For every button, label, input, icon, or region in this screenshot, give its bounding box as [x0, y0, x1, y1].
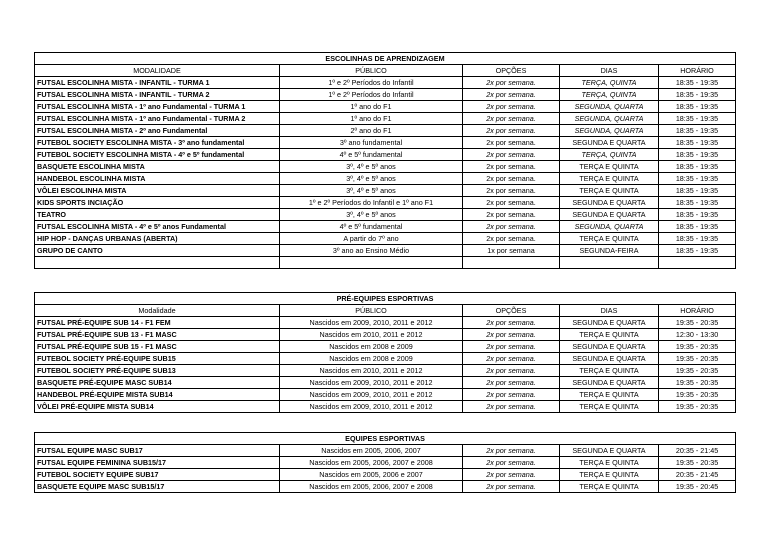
cell-publico: 4º e 5º fundamental [280, 221, 463, 233]
cell-modalidade: HANDEBOL PRÉ-EQUIPE MISTA SUB14 [35, 389, 280, 401]
table-row [35, 481, 736, 493]
table-row [35, 365, 736, 377]
cell-modalidade: KIDS SPORTS INCIAÇÃO [35, 197, 280, 209]
cell-publico: 2º ano do F1 [280, 125, 463, 137]
cell-opcoes: 2x por semana. [463, 469, 560, 481]
cell-publico: Nascidos em 2009, 2010, 2011 e 2012 [280, 401, 463, 413]
cell-modalidade: FUTSAL ESCOLINHA MISTA - 1º ano Fundamental - TURMA 1 [35, 101, 280, 113]
table-row [35, 377, 736, 389]
header-modalidade: Modalidade [35, 305, 280, 317]
cell-dias: TERÇA E QUINTA [560, 329, 659, 341]
cell-publico: A partir do 7º ano [280, 233, 463, 245]
header-opcoes: OPÇÕES [463, 305, 560, 317]
cell-dias: TERÇA E QUINTA [560, 233, 659, 245]
cell-opcoes: 2x por semana. [463, 329, 560, 341]
cell-opcoes: 2x por semana. [463, 113, 560, 125]
cell-publico: Nascidos em 2005, 2006, 2007 e 2008 [280, 457, 463, 469]
cell-horario: 18:35 - 19:35 [659, 161, 736, 173]
cell-dias: TERÇA E QUINTA [560, 173, 659, 185]
cell-opcoes: 2x por semana. [463, 233, 560, 245]
cell-dias: TERÇA E QUINTA [560, 401, 659, 413]
cell-horario: 18:35 - 19:35 [659, 101, 736, 113]
cell-publico: 3º ano fundamental [280, 137, 463, 149]
cell-horario: 18:35 - 19:35 [659, 245, 736, 257]
header-dias: DIAS [560, 65, 659, 77]
cell-modalidade: TEATRO [35, 209, 280, 221]
cell-horario: 18:35 - 19:35 [659, 149, 736, 161]
cell-horario: 18:35 - 19:35 [659, 125, 736, 137]
cell-modalidade: FUTSAL PRÉ-EQUIPE SUB 15 - F1 MASC [35, 341, 280, 353]
cell-modalidade: FUTSAL PRÉ-EQUIPE SUB 13 - F1 MASC [35, 329, 280, 341]
cell-opcoes: 1x por semana [463, 245, 560, 257]
section-title: PRÉ-EQUIPES ESPORTIVAS [35, 293, 736, 305]
cell-modalidade: FUTSAL ESCOLINHA MISTA - 4º e 5º anos Fundamental [35, 221, 280, 233]
cell-publico: Nascidos em 2009, 2010, 2011 e 2012 [280, 317, 463, 329]
cell-dias: TERÇA E QUINTA [560, 365, 659, 377]
table-row [35, 329, 736, 341]
cell-modalidade: HANDEBOL ESCOLINHA MISTA [35, 173, 280, 185]
table-row [35, 457, 736, 469]
cell-empty [35, 257, 280, 269]
header-publico: PÚBLICO [280, 65, 463, 77]
cell-horario: 18:35 - 19:35 [659, 173, 736, 185]
header-opcoes: OPÇÕES [463, 65, 560, 77]
cell-publico: Nascidos em 2005, 2006 e 2007 [280, 469, 463, 481]
cell-dias: SEGUNDA E QUARTA [560, 197, 659, 209]
cell-publico: 1º ano do F1 [280, 101, 463, 113]
cell-dias: SEGUNDA E QUARTA [560, 445, 659, 457]
table-row [35, 317, 736, 329]
cell-dias: TERÇA E QUINTA [560, 161, 659, 173]
cell-opcoes: 2x por semana. [463, 341, 560, 353]
table-row [35, 89, 736, 101]
cell-modalidade: BASQUETE PRÉ-EQUIPE MASC SUB14 [35, 377, 280, 389]
cell-opcoes: 2x por semana. [463, 149, 560, 161]
cell-horario: 19:35 - 20:35 [659, 401, 736, 413]
cell-modalidade: FUTEBOL SOCIETY EQUIPE SUB17 [35, 469, 280, 481]
cell-opcoes: 2x por semana. [463, 365, 560, 377]
cell-horario: 18:35 - 19:35 [659, 77, 736, 89]
cell-modalidade: FUTSAL EQUIPE FEMININA SUB15/17 [35, 457, 280, 469]
cell-empty [560, 257, 659, 269]
cell-publico: 1º e 2º Períodos do Infantil [280, 77, 463, 89]
cell-dias: SEGUNDA E QUARTA [560, 137, 659, 149]
cell-modalidade: BASQUETE EQUIPE MASC SUB15/17 [35, 481, 280, 493]
header-horario: HORÁRIO [659, 65, 736, 77]
cell-dias: SEGUNDA, QUARTA [560, 221, 659, 233]
cell-dias: TERÇA E QUINTA [560, 469, 659, 481]
cell-publico: Nascidos em 2010, 2011 e 2012 [280, 329, 463, 341]
table-row [35, 173, 736, 185]
cell-opcoes: 2x por semana. [463, 389, 560, 401]
cell-opcoes: 2x por semana. [463, 185, 560, 197]
cell-horario: 18:35 - 19:35 [659, 209, 736, 221]
cell-horario: 18:35 - 19:35 [659, 185, 736, 197]
header-modalidade: MODALIDADE [35, 65, 280, 77]
cell-publico: Nascidos em 2005, 2006, 2007 e 2008 [280, 481, 463, 493]
cell-modalidade: FUTSAL ESCOLINHA MISTA - 1º ano Fundamental - TURMA 2 [35, 113, 280, 125]
cell-opcoes: 2x por semana. [463, 89, 560, 101]
cell-publico: Nascidos em 2010, 2011 e 2012 [280, 365, 463, 377]
table-row [35, 161, 736, 173]
cell-publico: 1º e 2º Períodos do Infantil e 1º ano F1 [280, 197, 463, 209]
cell-publico: 3º, 4º e 5º anos [280, 173, 463, 185]
cell-publico: Nascidos em 2005, 2006, 2007 [280, 445, 463, 457]
cell-dias: TERÇA E QUINTA [560, 389, 659, 401]
cell-horario: 18:35 - 19:35 [659, 197, 736, 209]
table-row [35, 125, 736, 137]
table-escolinhas [34, 52, 736, 269]
cell-dias: TERÇA, QUINTA [560, 77, 659, 89]
cell-publico: Nascidos em 2008 e 2009 [280, 341, 463, 353]
cell-opcoes: 2x por semana. [463, 137, 560, 149]
cell-publico: Nascidos em 2008 e 2009 [280, 353, 463, 365]
cell-horario: 20:35 - 21:45 [659, 469, 736, 481]
cell-dias: TERÇA E QUINTA [560, 481, 659, 493]
cell-dias: TERÇA, QUINTA [560, 89, 659, 101]
cell-dias: SEGUNDA, QUARTA [560, 101, 659, 113]
cell-dias: SEGUNDA, QUARTA [560, 113, 659, 125]
cell-empty [280, 257, 463, 269]
cell-modalidade: FUTSAL ESCOLINHA MISTA - INFANTIL - TURMA 2 [35, 89, 280, 101]
table-row [35, 101, 736, 113]
cell-modalidade: FUTSAL ESCOLINHA MISTA - 2º ano Fundamental [35, 125, 280, 137]
cell-publico: Nascidos em 2009, 2010, 2011 e 2012 [280, 389, 463, 401]
header-dias: DIAS [560, 305, 659, 317]
cell-opcoes: 2x por semana. [463, 125, 560, 137]
cell-opcoes: 2x por semana. [463, 209, 560, 221]
cell-modalidade: GRUPO DE CANTO [35, 245, 280, 257]
cell-dias: TERÇA E QUINTA [560, 457, 659, 469]
cell-dias: SEGUNDA E QUARTA [560, 353, 659, 365]
cell-modalidade: FUTSAL EQUIPE MASC SUB17 [35, 445, 280, 457]
cell-dias: TERÇA E QUINTA [560, 185, 659, 197]
cell-dias: SEGUNDA E QUARTA [560, 209, 659, 221]
cell-modalidade: FUTEBOL SOCIETY ESCOLINHA MISTA - 4º e 5º fundamental [35, 149, 280, 161]
cell-publico: 3º, 4º e 5º anos [280, 209, 463, 221]
cell-modalidade: FUTEBOL SOCIETY PRÉ-EQUIPE SUB13 [35, 365, 280, 377]
table-row [35, 401, 736, 413]
table-equipes [34, 432, 736, 493]
cell-horario: 18:35 - 19:35 [659, 137, 736, 149]
cell-horario: 19:35 - 20:35 [659, 341, 736, 353]
cell-dias: SEGUNDA-FEIRA [560, 245, 659, 257]
cell-publico: 1º e 2º Períodos do Infantil [280, 89, 463, 101]
table-row-empty [35, 257, 736, 269]
cell-opcoes: 2x por semana. [463, 353, 560, 365]
cell-opcoes: 2x por semana. [463, 101, 560, 113]
cell-publico: Nascidos em 2009, 2010, 2011 e 2012 [280, 377, 463, 389]
cell-modalidade: FUTSAL ESCOLINHA MISTA - INFANTIL - TURMA 1 [35, 77, 280, 89]
table-row [35, 113, 736, 125]
cell-horario: 18:35 - 19:35 [659, 233, 736, 245]
cell-opcoes: 2x por semana. [463, 457, 560, 469]
header-publico: PÚBLICO [280, 305, 463, 317]
cell-horario: 19:35 - 20:35 [659, 457, 736, 469]
cell-dias: SEGUNDA E QUARTA [560, 377, 659, 389]
cell-publico: 4º e 5º fundamental [280, 149, 463, 161]
cell-horario: 18:35 - 19:35 [659, 113, 736, 125]
cell-opcoes: 2x por semana. [463, 317, 560, 329]
cell-horario: 19:35 - 20:45 [659, 481, 736, 493]
cell-publico: 3º, 4º e 5º anos [280, 185, 463, 197]
cell-publico: 3º ano ao Ensino Médio [280, 245, 463, 257]
cell-modalidade: FUTEBOL SOCIETY ESCOLINHA MISTA - 3º ano fundamental [35, 137, 280, 149]
cell-opcoes: 2x por semana. [463, 377, 560, 389]
cell-opcoes: 2x por semana. [463, 445, 560, 457]
cell-dias: SEGUNDA E QUARTA [560, 317, 659, 329]
section-title: ESCOLINHAS DE APRENDIZAGEM [35, 53, 736, 65]
cell-empty [659, 257, 736, 269]
header-horario: HORÁRIO [659, 305, 736, 317]
cell-publico: 1º ano do F1 [280, 113, 463, 125]
cell-publico: 3º, 4º e 5º anos [280, 161, 463, 173]
cell-empty [463, 257, 560, 269]
cell-dias: TERÇA, QUINTA [560, 149, 659, 161]
cell-dias: SEGUNDA E QUARTA [560, 341, 659, 353]
table-row [35, 353, 736, 365]
cell-opcoes: 2x por semana. [463, 173, 560, 185]
cell-opcoes: 2x por semana. [463, 221, 560, 233]
cell-horario: 19:35 - 20:35 [659, 389, 736, 401]
cell-opcoes: 2x por semana. [463, 481, 560, 493]
table-row [35, 233, 736, 245]
cell-dias: SEGUNDA, QUARTA [560, 125, 659, 137]
table-row [35, 185, 736, 197]
table-row [35, 221, 736, 233]
cell-modalidade: FUTSAL PRÉ-EQUIPE SUB 14 - F1 FEM [35, 317, 280, 329]
cell-modalidade: FUTEBOL SOCIETY PRÉ-EQUIPE SUB15 [35, 353, 280, 365]
cell-modalidade: BASQUETE ESCOLINHA MISTA [35, 161, 280, 173]
cell-opcoes: 2x por semana. [463, 401, 560, 413]
table-row [35, 389, 736, 401]
table-row [35, 341, 736, 353]
table-row [35, 245, 736, 257]
cell-horario: 18:35 - 19:35 [659, 221, 736, 233]
cell-modalidade: VÔLEI PRÉ-EQUIPE MISTA SUB14 [35, 401, 280, 413]
cell-opcoes: 2x por semana. [463, 161, 560, 173]
cell-horario: 20:35 - 21:45 [659, 445, 736, 457]
cell-horario: 19:35 - 20:35 [659, 353, 736, 365]
cell-horario: 12:30 - 13:30 [659, 329, 736, 341]
section-title: EQUIPES ESPORTIVAS [35, 433, 736, 445]
table-row [35, 209, 736, 221]
cell-horario: 18:35 - 19:35 [659, 89, 736, 101]
cell-modalidade: VÔLEI ESCOLINHA MISTA [35, 185, 280, 197]
table-pre-equipes [34, 292, 736, 413]
cell-opcoes: 2x por semana. [463, 77, 560, 89]
table-row [35, 77, 736, 89]
cell-modalidade: HIP HOP - DANÇAS URBANAS (ABERTA) [35, 233, 280, 245]
table-row [35, 445, 736, 457]
cell-horario: 19:35 - 20:35 [659, 317, 736, 329]
table-row [35, 469, 736, 481]
cell-horario: 19:35 - 20:35 [659, 377, 736, 389]
table-row [35, 197, 736, 209]
table-row [35, 137, 736, 149]
table-row [35, 149, 736, 161]
cell-horario: 19:35 - 20:35 [659, 365, 736, 377]
cell-opcoes: 2x por semana. [463, 197, 560, 209]
